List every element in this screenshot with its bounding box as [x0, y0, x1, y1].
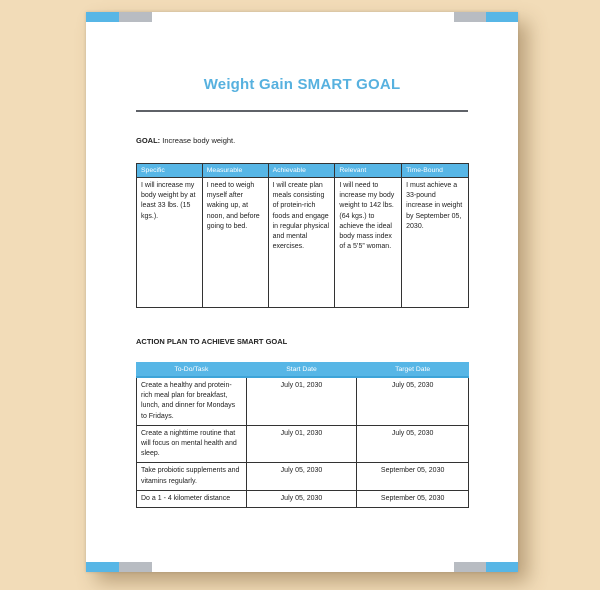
- action-plan-title: ACTION PLAN TO ACHIEVE SMART GOAL: [136, 337, 288, 346]
- smart-cell-achievable: I will create plan meals consisting of protein-rich foods and engage in regular physical and mental exercises.: [268, 178, 335, 308]
- title-divider: [136, 110, 468, 112]
- plan-target-date-cell: July 05, 2030: [357, 425, 469, 463]
- plan-start-date-cell: July 01, 2030: [246, 425, 357, 463]
- document-title: Weight Gain SMART GOAL: [203, 76, 401, 93]
- goal-statement: [136, 136, 235, 145]
- corner-accent-bottom-right-gray: [454, 562, 486, 572]
- smart-header-achievable: Achievable: [268, 164, 335, 178]
- smart-header-measurable: Measurable: [202, 164, 268, 178]
- corner-accent-top-left-blue: [86, 12, 119, 22]
- plan-task-cell: Create a nighttime routine that will focus on mental health and sleep.: [137, 425, 247, 463]
- smart-header-time-bound: Time-Bound: [402, 164, 469, 178]
- plan-task-cell: Take probiotic supplements and vitamins regularly.: [137, 463, 247, 490]
- smart-goal-table: [136, 163, 469, 308]
- smart-header-specific: Specific: [137, 164, 203, 178]
- plan-target-date-cell: September 05, 2030: [357, 490, 469, 507]
- smart-cell-measurable: I need to weigh myself after waking up, at noon, and before going to bed.: [202, 178, 268, 308]
- plan-header-start-date: Start Date: [246, 363, 357, 378]
- corner-accent-top-right-blue: [486, 12, 518, 22]
- document-page: [86, 12, 518, 572]
- smart-header-row: [137, 164, 469, 178]
- corner-accent-bottom-left-blue: [86, 562, 119, 572]
- corner-accent-bottom-right-blue: [486, 562, 518, 572]
- goal-label: GOAL:: [136, 136, 161, 145]
- corner-accent-top-left-gray: [119, 12, 152, 22]
- plan-target-date-cell: September 05, 2030: [357, 463, 469, 490]
- table-row: [137, 377, 469, 425]
- plan-start-date-cell: July 05, 2030: [246, 490, 357, 507]
- smart-cell-time-bound: I must achieve a 33-pound increase in weight by September 05, 2030.: [402, 178, 469, 308]
- table-row: [137, 425, 469, 463]
- goal-text: Increase body weight.: [162, 136, 236, 145]
- corner-accent-bottom-left-gray: [119, 562, 152, 572]
- smart-header-relevant: Relevant: [335, 164, 402, 178]
- smart-cell-specific: I will increase my body weight by at least 33 lbs. (15 kgs.).: [137, 178, 203, 308]
- plan-start-date-cell: July 05, 2030: [246, 463, 357, 490]
- plan-task-cell: Do a 1 - 4 kilometer distance: [137, 490, 247, 507]
- plan-target-date-cell: July 05, 2030: [357, 377, 469, 425]
- plan-header-target-date: Target Date: [357, 363, 469, 378]
- table-row: [137, 490, 469, 507]
- smart-cell-relevant: I will need to increase my body weight to 142 lbs. (64 kgs.) to achieve the ideal body mass index of a 5’5” woman.: [335, 178, 402, 308]
- plan-task-cell: Create a healthy and protein-rich meal plan for breakfast, lunch, and dinner for Mondays to Fridays.: [137, 377, 247, 425]
- corner-accent-top-right-gray: [454, 12, 486, 22]
- table-row: [137, 463, 469, 490]
- plan-header-row: [137, 363, 469, 378]
- smart-content-row: [137, 178, 469, 308]
- action-plan-table: [136, 362, 469, 508]
- plan-start-date-cell: July 01, 2030: [246, 377, 357, 425]
- plan-header-task: To-Do/Task: [137, 363, 247, 378]
